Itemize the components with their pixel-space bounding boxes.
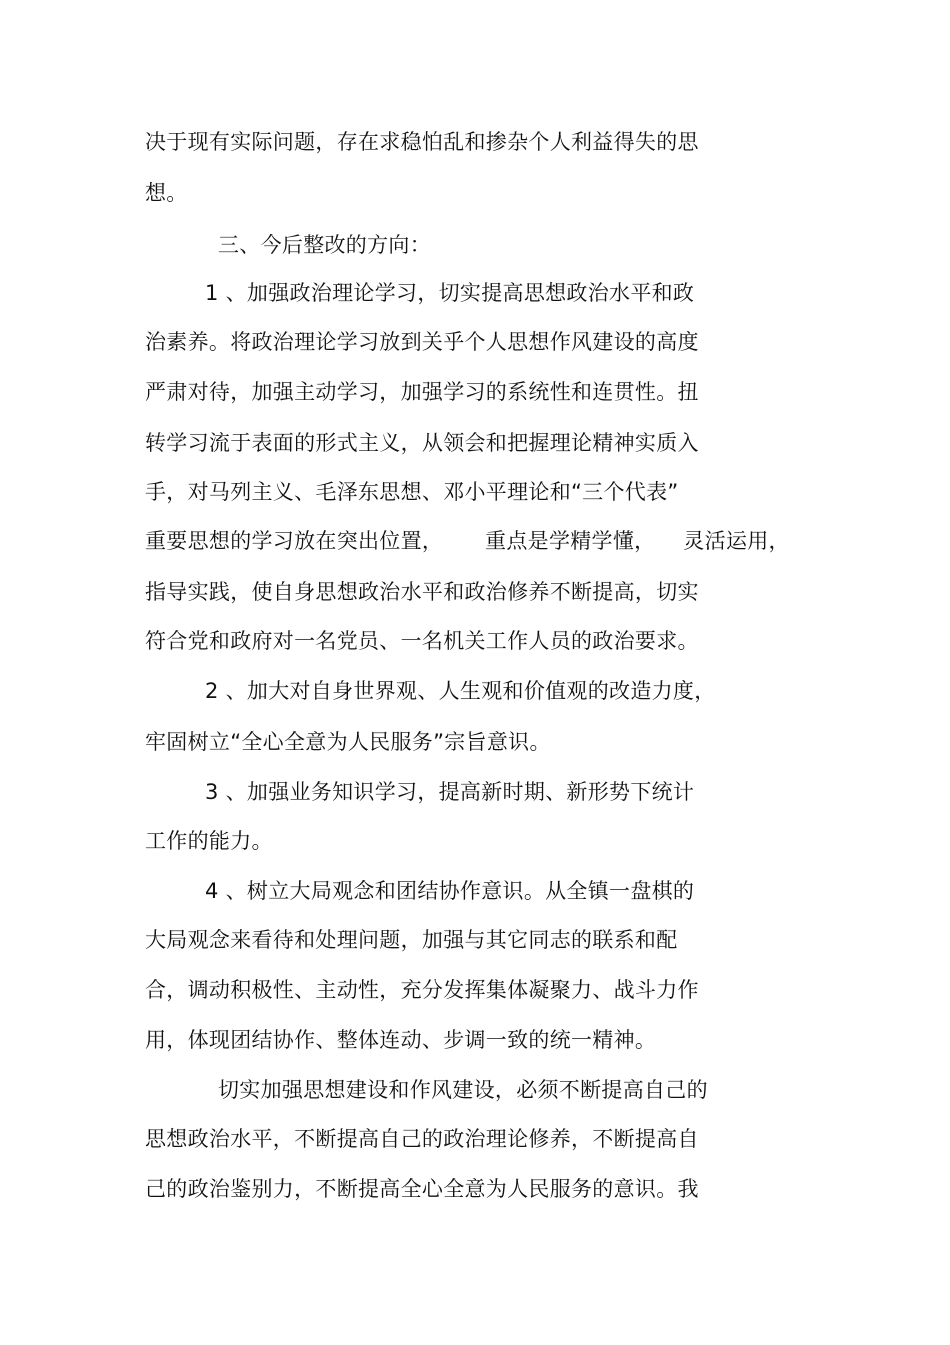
text-line: 想。 — [145, 181, 188, 205]
text-line: 治素养。将政治理论学习放到关乎个人思想作风建设的高度 — [145, 330, 699, 354]
text-line: 手，对马列主义、毛泽东思想、邓小平理论和“三个代表” — [145, 480, 679, 504]
text-line: 合，调动积极性、主动性，充分发挥集体凝聚力、战斗力作 — [145, 978, 699, 1002]
text-line: 4 、树立大局观念和团结协作意识。从全镇一盘棋的 — [205, 879, 695, 903]
text-line: 重要思想的学习放在突出位置， 重点是学精学懂， 灵活运用， — [145, 529, 790, 553]
text-line: 大局观念来看待和处理问题，加强与其它同志的联系和配 — [145, 928, 678, 952]
text-line: 3 、加强业务知识学习，提高新时期、新形势下统计 — [205, 780, 695, 804]
text-line: 工作的能力。 — [145, 829, 273, 853]
text-line: 己的政治鉴别力，不断提高全心全意为人民服务的意识。我 — [145, 1177, 699, 1201]
text-line: 用，体现团结协作、整体连动、步调一致的统一精神。 — [145, 1028, 657, 1052]
text-line: 符合党和政府对一名党员、一名机关工作人员的政治要求。 — [145, 629, 699, 653]
text-line: 转学习流于表面的形式主义，从领会和把握理论精神实质入 — [145, 431, 699, 455]
text-line: 2 、加大对自身世界观、人生观和价值观的改造力度， — [205, 679, 716, 703]
text-line: 切实加强思想建设和作风建设，必须不断提高自己的 — [218, 1078, 708, 1102]
text-line: 指导实践，使自身思想政治水平和政治修养不断提高，切实 — [145, 580, 699, 604]
text-line: 严肃对待，加强主动学习，加强学习的系统性和连贯性。扭 — [145, 380, 699, 404]
text-line: 1 、加强政治理论学习，切实提高思想政治水平和政 — [205, 281, 695, 305]
text-line: 牢固树立“全心全意为人民服务”宗旨意识。 — [145, 730, 551, 754]
text-line: 思想政治水平，不断提高自己的政治理论修养，不断提高自 — [145, 1127, 699, 1151]
section-heading: 三、今后整改的方向： — [218, 233, 431, 257]
text-line: 决于现有实际问题，存在求稳怕乱和掺杂个人利益得失的思 — [145, 130, 699, 154]
